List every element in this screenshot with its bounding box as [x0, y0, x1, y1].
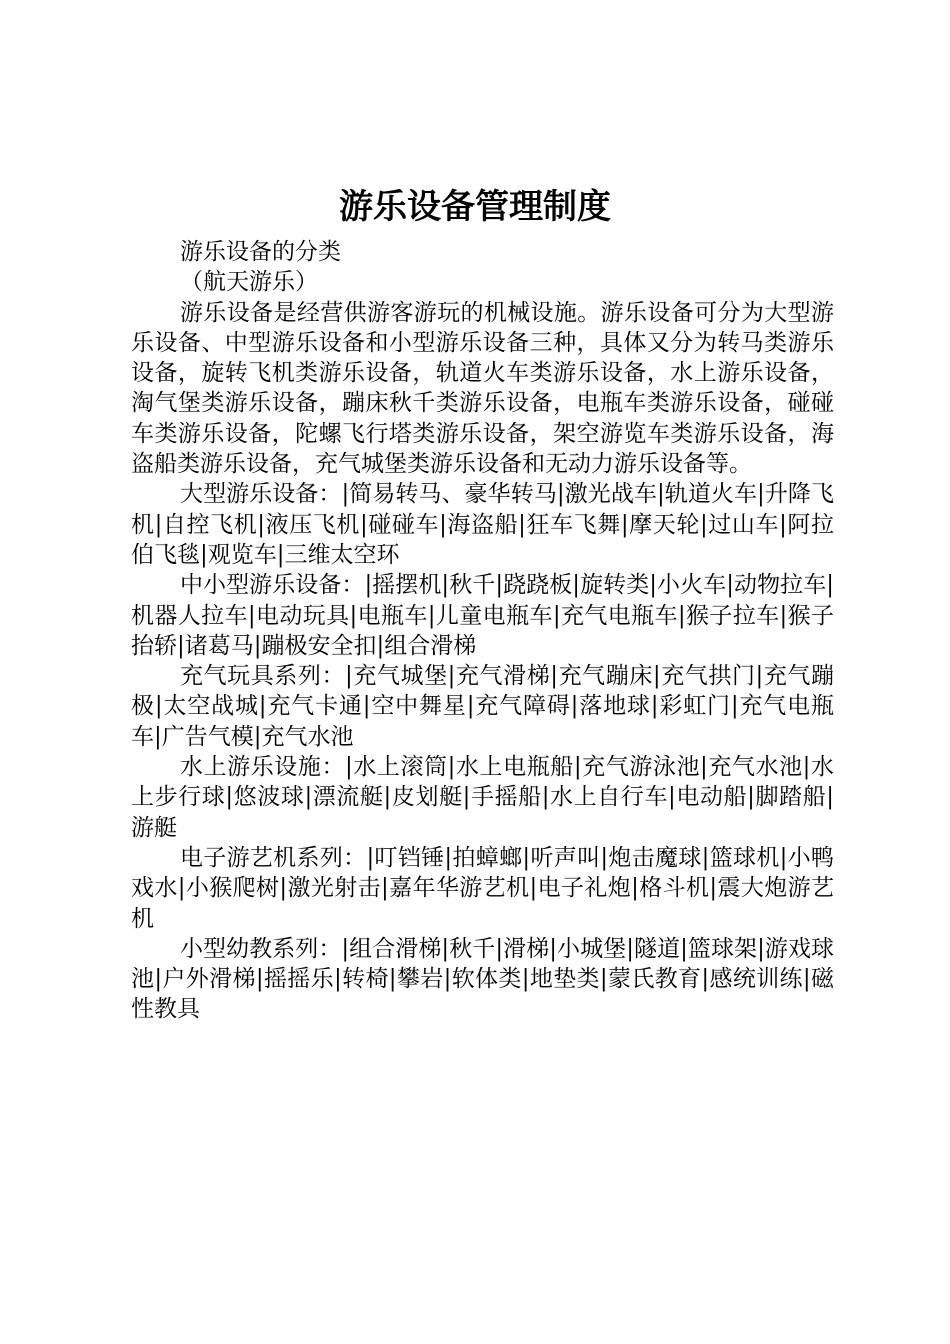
preschool-equipment-list: 小型幼教系列：|组合滑梯|秋千|滑梯|小城堡|隧道|篮球架|游戏球池|户外滑梯|摇摇乐|转椅|攀岩|软体类|地垫类|蒙氏教育|感统训练|磁性教具: [131, 935, 834, 1023]
large-equipment-list: 大型游乐设备：|简易转马、豪华转马|激光战车|轨道火车|升降飞机|自控飞机|液压飞机|碰碰车|海盗船|狂车飞舞|摩天轮|过山车|阿拉伯飞毯|观览车|三维太空环: [131, 481, 834, 568]
water-facilities-list: 水上游乐设施：|水上滚筒|水上电瓶船|充气游泳池|充气水池|水上步行球|悠波球|漂流艇|皮划艇|手摇船|水上自行车|电动船|脚踏船|游艇: [131, 754, 834, 841]
intro-paragraph: 游乐设备是经营供游客游玩的机械设施。游乐设备可分为大型游乐设备、中型游乐设备和小型游乐设备三种，具体又分为转马类游乐设备，旋转飞机类游乐设备，轨道火车类游乐设备，水上游乐设备，淘气堡类游乐设备，蹦床秋千类游乐设备，电瓶车类游乐设备，碰碰车类游乐设备，陀螺飞行塔类游乐设备，架空游览车类游乐设备，海盗船类游乐设备，充气城堡类游乐设备和无动力游乐设备等。: [131, 299, 834, 478]
document-title: 游乐设备管理制度: [339, 187, 611, 227]
source-note: （航天游乐）: [180, 269, 318, 296]
arcade-machines-list: 电子游艺机系列：|叮铛锤|拍蟑螂|听声叫|炮击魔球|篮球机|小鸭戏水|小猴爬树|激光射击|嘉年华游艺机|电子礼炮|格斗机|震大炮游艺机: [131, 844, 834, 932]
small-medium-equipment-list: 中小型游乐设备：|摇摆机|秋千|跷跷板|旋转类|小火车|动物拉车|机器人拉车|电动玩具|电瓶车|儿童电瓶车|充气电瓶车|猴子拉车|猴子抬轿|诸葛马|蹦极安全扣|组合滑梯: [131, 572, 834, 659]
inflatable-toys-list: 充气玩具系列：|充气城堡|充气滑梯|充气蹦床|充气拱门|充气蹦极|太空战城|充气卡通|空中舞星|充气障碍|落地球|彩虹门|充气电瓶车|广告气模|充气水池: [131, 663, 834, 750]
document-body: [131, 237, 834, 1025]
section-heading: 游乐设备的分类: [180, 239, 341, 265]
